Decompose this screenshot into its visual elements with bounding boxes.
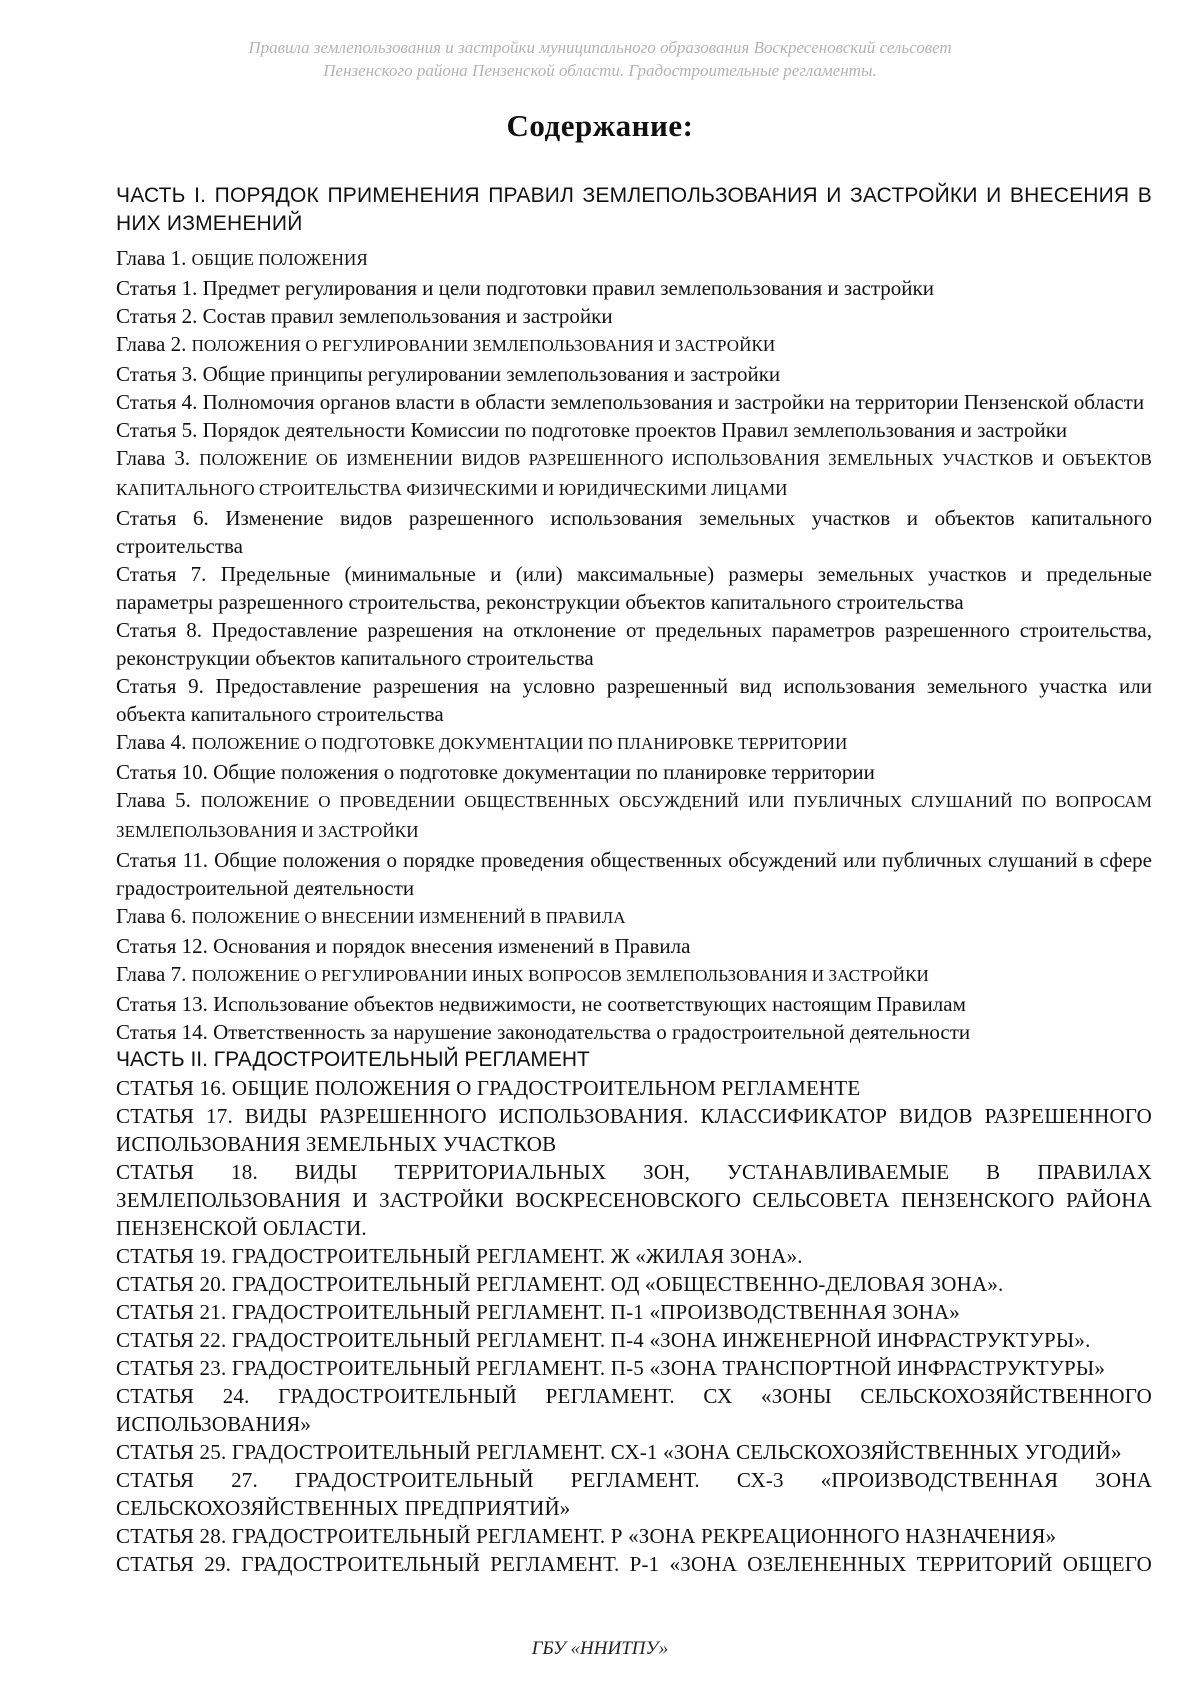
article-prefix: СТАТЬЯ bbox=[116, 1104, 207, 1128]
page-footer: ГБУ «ННИТПУ» bbox=[531, 1638, 669, 1659]
toc-chapter-6[interactable] bbox=[116, 902, 1152, 932]
article-title: . ГРАДОСТРОИТЕЛЬНЫЙ РЕГЛАМЕНТ. СХ-3 «ПРОИЗВОДСТВЕННАЯ ЗОНА СЕЛЬСКОХОЗЯЙСТВЕННЫХ ПРЕДПРИЯТИЙ» bbox=[116, 1468, 1152, 1520]
chapter-prefix: Глава 6. bbox=[116, 904, 192, 928]
article-number: 28 bbox=[199, 1524, 221, 1548]
chapter-prefix: Глава 2. bbox=[116, 332, 192, 356]
article-number: 27 bbox=[231, 1468, 253, 1492]
header-line-1: Правила землепользования и застройки муниципального образования Воскресеновский сельсовет bbox=[248, 38, 952, 57]
chapter-title: ПОЛОЖЕНИЕ О ПОДГОТОВКЕ ДОКУМЕНТАЦИИ ПО ПЛАНИРОВКЕ ТЕРРИТОРИИ bbox=[191, 734, 848, 753]
article-title: . ГРАДОСТРОИТЕЛЬНЫЙ РЕГЛАМЕНТ. Р «ЗОНА РЕКРЕАЦИОННОГО НАЗНАЧЕНИЯ» bbox=[220, 1524, 1057, 1548]
article-prefix: СТАТЬЯ bbox=[116, 1384, 223, 1408]
chapter-prefix: Глава 7. bbox=[116, 962, 192, 986]
toc-chapter-5[interactable] bbox=[116, 786, 1152, 846]
article-title: . ОБЩИЕ ПОЛОЖЕНИЯ О ГРАДОСТРОИТЕЛЬНОМ РЕГЛАМЕНТЕ bbox=[220, 1076, 861, 1100]
article-title: . ВИДЫ РАЗРЕШЕННОГО ИСПОЛЬЗОВАНИЯ. КЛАССИФИКАТОР ВИДОВ РАЗРЕШЕННОГО ИСПОЛЬЗОВАНИЯ ЗЕМЕЛЬНЫХ УЧАСТКОВ bbox=[116, 1104, 1152, 1156]
toc-article-24[interactable] bbox=[116, 1382, 1152, 1438]
article-prefix: СТАТЬЯ bbox=[116, 1244, 200, 1268]
article-prefix: СТАТЬЯ bbox=[116, 1524, 200, 1548]
article-prefix: СТАТЬЯ bbox=[116, 1076, 200, 1100]
toc-article-7[interactable]: Статья 7. Предельные (минимальные и (или) максимальные) размеры земельных участков и предельные параметры разрешенного строительства, реконструкции объектов капитального строительства bbox=[116, 562, 1152, 614]
article-number: 22 bbox=[199, 1328, 221, 1352]
toc-chapter-4[interactable] bbox=[116, 728, 1152, 758]
chapter-title: ПОЛОЖЕНИЕ О РЕГУЛИРОВАНИИ ИНЫХ ВОПРОСОВ ЗЕМЛЕПОЛЬЗОВАНИЯ И ЗАСТРОЙКИ bbox=[191, 966, 929, 985]
article-number: 16 bbox=[199, 1076, 221, 1100]
running-header bbox=[150, 36, 1050, 82]
toc-chapter-3[interactable] bbox=[116, 444, 1152, 504]
toc-part-2[interactable]: ЧАСТЬ II. ГРАДОСТРОИТЕЛЬНЫЙ РЕГЛАМЕНТ bbox=[116, 1048, 590, 1071]
chapter-prefix: Глава 3. bbox=[116, 446, 200, 470]
page-title: Содержание: bbox=[506, 108, 694, 143]
toc-article-25[interactable] bbox=[116, 1438, 1152, 1466]
toc-article-1[interactable]: Статья 1. Предмет регулирования и цели подготовки правил землепользования и застройки bbox=[116, 276, 934, 300]
toc-article-22[interactable] bbox=[116, 1326, 1152, 1354]
article-number: 21 bbox=[199, 1300, 221, 1324]
article-title: . ГРАДОСТРОИТЕЛЬНЫЙ РЕГЛАМЕНТ. П-1 «ПРОИЗВОДСТВЕННАЯ ЗОНА» bbox=[220, 1300, 960, 1324]
toc-article-28[interactable] bbox=[116, 1522, 1152, 1550]
toc-article-21[interactable] bbox=[116, 1298, 1152, 1326]
toc-article-17[interactable] bbox=[116, 1102, 1152, 1158]
article-number: 25 bbox=[199, 1440, 221, 1464]
toc-article-2[interactable]: Статья 2. Состав правил землепользования и застройки bbox=[116, 304, 613, 328]
article-title: . ГРАДОСТРОИТЕЛЬНЫЙ РЕГЛАМЕНТ. Р-1 «ЗОНА ОЗЕЛЕНЕННЫХ ТЕРРИТОРИЙ ОБЩЕГО bbox=[225, 1552, 1152, 1576]
chapter-prefix: Глава 4. bbox=[116, 730, 192, 754]
article-title: . ГРАДОСТРОИТЕЛЬНЫЙ РЕГЛАМЕНТ. П-4 «ЗОНА ИНЖЕНЕРНОЙ ИНФРАСТРУКТУРЫ». bbox=[220, 1328, 1091, 1352]
header-line-2: Пензенского района Пензенской области. Градостроительные регламенты. bbox=[323, 61, 877, 80]
toc-article-29[interactable] bbox=[116, 1550, 1152, 1578]
article-number: 19 bbox=[199, 1244, 221, 1268]
toc-article-16[interactable] bbox=[116, 1074, 1152, 1102]
article-title: . ГРАДОСТРОИТЕЛЬНЫЙ РЕГЛАМЕНТ. П-5 «ЗОНА ТРАНСПОРТНОЙ ИНФРАСТРУКТУРЫ» bbox=[220, 1356, 1106, 1380]
toc-chapter-1[interactable] bbox=[116, 244, 1152, 274]
article-prefix: СТАТЬЯ bbox=[116, 1468, 232, 1492]
article-number: 20 bbox=[199, 1272, 221, 1296]
article-number: 17 bbox=[206, 1104, 228, 1128]
article-title: . ВИДЫ ТЕРРИТОРИАЛЬНЫХ ЗОН, УСТАНАВЛИВАЕМЫЕ В ПРАВИЛАХ ЗЕМЛЕПОЛЬЗОВАНИЯ И ЗАСТРОЙКИ ВОСКРЕСЕНОВСКОГО СЕЛЬСОВЕТА ПЕНЗЕНСКОГО РАЙОНА ПЕНЗЕНСКОЙ ОБЛАСТИ. bbox=[116, 1160, 1152, 1240]
toc-chapter-7[interactable] bbox=[116, 960, 1152, 990]
toc-article-8[interactable]: Статья 8. Предоставление разрешения на отклонение от предельных параметров разрешенного строительства, реконструкции объектов капитального строительства bbox=[116, 618, 1152, 670]
toc-article-5[interactable]: Статья 5. Порядок деятельности Комиссии по подготовке проектов Правил землепользования и застройки bbox=[116, 418, 1068, 442]
article-prefix: СТАТЬЯ bbox=[116, 1160, 232, 1184]
article-prefix: СТАТЬЯ bbox=[116, 1272, 200, 1296]
chapter-title: ПОЛОЖЕНИЕ О ПРОВЕДЕНИИ ОБЩЕСТВЕННЫХ ОБСУЖДЕНИЙ ИЛИ ПУБЛИЧНЫХ СЛУШАНИЙ ПО ВОПРОСАМ ЗЕМЛЕПОЛЬЗОВАНИЯ И ЗАСТРОЙКИ bbox=[116, 792, 1152, 841]
article-prefix: СТАТЬЯ bbox=[116, 1552, 205, 1576]
toc-article-12[interactable]: Статья 12. Основания и порядок внесения изменений в Правила bbox=[116, 934, 691, 958]
article-title: . ГРАДОСТРОИТЕЛЬНЫЙ РЕГЛАМЕНТ. СХ-1 «ЗОНА СЕЛЬСКОХОЗЯЙСТВЕННЫХ УГОДИЙ» bbox=[220, 1440, 1122, 1464]
article-number: 23 bbox=[199, 1356, 221, 1380]
article-title: . ГРАДОСТРОИТЕЛЬНЫЙ РЕГЛАМЕНТ. Ж «ЖИЛАЯ ЗОНА». bbox=[220, 1244, 803, 1268]
toc-chapter-2[interactable] bbox=[116, 330, 1152, 360]
toc-article-14[interactable]: Статья 14. Ответственность за нарушение законодательства о градостроительной деятельности bbox=[116, 1020, 971, 1044]
article-number: 18 bbox=[231, 1160, 253, 1184]
toc-article-11[interactable]: Статья 11. Общие положения о порядке проведения общественных обсуждений или публичных слушаний в сфере градостроительной деятельности bbox=[116, 848, 1152, 900]
toc-article-13[interactable]: Статья 13. Использование объектов недвижимости, не соответствующих настоящим Правилам bbox=[116, 992, 966, 1016]
article-prefix: СТАТЬЯ bbox=[116, 1300, 200, 1324]
article-prefix: СТАТЬЯ bbox=[116, 1356, 200, 1380]
table-of-contents bbox=[116, 182, 1152, 1578]
toc-part-1[interactable]: ЧАСТЬ I. ПОРЯДОК ПРИМЕНЕНИЯ ПРАВИЛ ЗЕМЛЕПОЛЬЗОВАНИЯ И ЗАСТРОЙКИ И ВНЕСЕНИЯ В НИХ ИЗМЕНЕНИЙ bbox=[116, 184, 1152, 235]
article-prefix: СТАТЬЯ bbox=[116, 1440, 200, 1464]
chapter-title: ОБЩИЕ ПОЛОЖЕНИЯ bbox=[191, 250, 368, 269]
toc-article-9[interactable]: Статья 9. Предоставление разрешения на условно разрешенный вид использования земельного участка или объекта капитального строительства bbox=[116, 674, 1152, 726]
toc-article-18[interactable] bbox=[116, 1158, 1152, 1242]
chapter-title: ПОЛОЖЕНИЕ ОБ ИЗМЕНЕНИИ ВИДОВ РАЗРЕШЕННОГО ИСПОЛЬЗОВАНИЯ ЗЕМЕЛЬНЫХ УЧАСТКОВ И ОБЪЕКТОВ КАПИТАЛЬНОГО СТРОИТЕЛЬСТВА ФИЗИЧЕСКИМИ И ЮРИДИЧЕСКИМИ ЛИЦАМИ bbox=[116, 450, 1152, 499]
chapter-title: ПОЛОЖЕНИЕ О ВНЕСЕНИИ ИЗМЕНЕНИЙ В ПРАВИЛА bbox=[191, 908, 626, 927]
toc-article-6[interactable]: Статья 6. Изменение видов разрешенного использования земельных участков и объектов капитального строительства bbox=[116, 506, 1152, 558]
article-title: . ГРАДОСТРОИТЕЛЬНЫЙ РЕГЛАМЕНТ. ОД «ОБЩЕСТВЕННО-ДЕЛОВАЯ ЗОНА». bbox=[220, 1272, 1004, 1296]
toc-article-10[interactable]: Статья 10. Общие положения о подготовке документации по планировке территории bbox=[116, 760, 875, 784]
chapter-prefix: Глава 5. bbox=[116, 788, 201, 812]
chapter-title: ПОЛОЖЕНИЯ О РЕГУЛИРОВАНИИ ЗЕМЛЕПОЛЬЗОВАНИЯ И ЗАСТРОЙКИ bbox=[191, 336, 776, 355]
toc-article-19[interactable] bbox=[116, 1242, 1152, 1270]
toc-article-4[interactable]: Статья 4. Полномочия органов власти в области землепользования и застройки на территории Пензенской области bbox=[116, 390, 1145, 414]
chapter-prefix: Глава 1. bbox=[116, 246, 192, 270]
toc-article-3[interactable]: Статья 3. Общие принципы регулировании землепользования и застройки bbox=[116, 362, 781, 386]
toc-article-27[interactable] bbox=[116, 1466, 1152, 1522]
article-title: . ГРАДОСТРОИТЕЛЬНЫЙ РЕГЛАМЕНТ. СХ «ЗОНЫ СЕЛЬСКОХОЗЯЙСТВЕННОГО ИСПОЛЬЗОВАНИЯ» bbox=[116, 1384, 1152, 1436]
toc-article-20[interactable] bbox=[116, 1270, 1152, 1298]
article-number: 29 bbox=[204, 1552, 226, 1576]
article-number: 24 bbox=[222, 1384, 245, 1408]
toc-article-23[interactable] bbox=[116, 1354, 1152, 1382]
article-prefix: СТАТЬЯ bbox=[116, 1328, 200, 1352]
